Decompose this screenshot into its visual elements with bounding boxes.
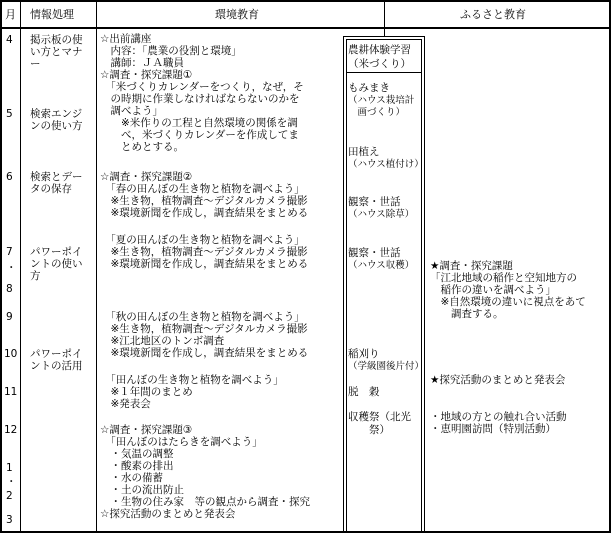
env-line: ☆調査・探究課題① — [100, 69, 193, 81]
info-line: パワーポイ — [30, 348, 83, 360]
farm-title-divider — [347, 72, 421, 73]
farm-line: （ハウス収穫） — [348, 260, 415, 271]
info-line: ントの活用 — [30, 360, 83, 372]
table-border-top — [0, 0, 611, 2]
home-line: 調査する。 — [430, 308, 504, 320]
header-env: 環境教育 — [215, 8, 259, 21]
env-line: べ，米づくりカレンダーを作成してま — [100, 129, 299, 141]
farm-line: 観察・世話 — [348, 196, 401, 208]
month-9: 9 — [6, 311, 13, 323]
info-line: 掲示板の使 — [30, 34, 83, 46]
farm-line: （ハウス除草） — [348, 209, 415, 220]
table-border-left — [0, 0, 2, 533]
month-6: 6 — [6, 171, 13, 183]
env-line: 調べよう」 — [100, 105, 163, 117]
env-line: 「春の田んぼの生き物と植物を調べよう」 — [100, 183, 305, 195]
env-line: 「秋の田んぼの生き物と植物を調べよう」 — [100, 311, 305, 323]
col-divider-env-home — [384, 0, 385, 36]
env-line: ・酸素の排出 — [100, 460, 174, 472]
month-10: 10 — [4, 348, 18, 360]
env-line: ・水の備蓄 — [100, 472, 163, 484]
month-11: 11 — [4, 386, 18, 398]
env-line: ※江北地区のトンボ調査 — [100, 335, 225, 347]
info-line: ンの使い方 — [30, 120, 83, 132]
env-line: ※１年間のまとめ — [100, 386, 193, 398]
env-line: ・生物の住み家 等の観点から調査・探究 — [100, 496, 310, 508]
farm-line: 田植え — [348, 146, 380, 158]
farm-subtitle: （米づくり） — [348, 58, 411, 70]
env-line: ※生き物，植物調査～デジタルカメラ撮影 — [100, 323, 308, 335]
farm-line: 収穫祭（北光 — [348, 411, 411, 423]
month-7: 7 — [6, 246, 13, 258]
home-line: ★探究活動のまとめと発表会 — [430, 374, 566, 386]
home-line: 稲作の違いを調べよう」 — [430, 284, 556, 296]
farm-line: （学級園後片付） — [348, 361, 425, 372]
env-line: とめとする。 — [100, 141, 184, 153]
env-line: 「夏の田んぼの生き物と植物を調べよう」 — [100, 234, 305, 246]
farm-line: （ハウス栽培計 — [348, 95, 415, 106]
home-line: ・地域の方との触れ合い活動 — [430, 411, 567, 423]
farm-line: 祭） — [348, 424, 390, 436]
info-line: パワーポイ — [30, 246, 83, 258]
month-sep-1: ・ — [6, 262, 17, 274]
month-12: 12 — [4, 424, 18, 436]
month-4: 4 — [6, 34, 13, 46]
env-line: 「米づくりカレンダーをつくり，なぜ，そ — [100, 81, 304, 93]
env-line: ・土の流出防止 — [100, 484, 184, 496]
env-line: 「田んぼのはたらきを調べよう」 — [100, 436, 263, 448]
info-line: ー — [30, 58, 41, 70]
info-line: い方とマナ — [30, 46, 83, 58]
col-divider-month — [20, 0, 21, 533]
header-home: ふるさと教育 — [460, 8, 526, 21]
home-line: ★調査・探究課題 — [430, 260, 513, 272]
env-line: ※生き物，植物調査～デジタルカメラ撮影 — [100, 195, 308, 207]
month-8: 8 — [6, 283, 13, 295]
month-5: 5 — [6, 108, 13, 120]
env-line: ☆調査・探究課題② — [100, 171, 193, 183]
header-month: 月 — [5, 8, 16, 21]
env-line: ☆探究活動のまとめと発表会 — [100, 508, 236, 520]
info-line: 検索エンジ — [30, 108, 83, 120]
farm-line: （ハウス植付け） — [348, 159, 424, 170]
home-line: ・恵明園訪問（特別活動） — [430, 423, 556, 435]
info-line: 検索とデー — [30, 171, 83, 183]
month-sep-2: ・ — [6, 476, 17, 488]
month-1: 1 — [6, 462, 13, 474]
info-line: タの保存 — [30, 183, 72, 195]
farm-line: 観察・世話 — [348, 247, 401, 259]
month-3: 3 — [6, 514, 13, 526]
env-line: ☆調査・探究課題③ — [100, 424, 193, 436]
info-line: ントの使い — [30, 258, 83, 270]
env-line: 「田んぼの生き物と植物を調べよう」 — [100, 374, 284, 386]
farm-line: 稲刈り — [348, 348, 380, 360]
env-line: ・気温の調整 — [100, 448, 174, 460]
info-line: 方 — [30, 270, 41, 282]
farm-line: 脱 穀 — [348, 386, 380, 398]
env-line: 内容：「農業の役割と環境」 — [100, 45, 242, 57]
month-2: 2 — [6, 490, 13, 502]
env-line: ☆出前講座 — [100, 33, 152, 45]
header-info: 情報処理 — [30, 8, 74, 21]
env-line: ※米作りの工程と自然環境の関係を調 — [100, 117, 298, 129]
env-line: の時期に作業しなければならないのかを — [100, 93, 300, 105]
home-line: 「江北地域の稲作と空知地方の — [430, 272, 577, 284]
farm-line: 画づくり） — [348, 107, 406, 118]
header-divider — [0, 27, 611, 29]
home-line: ※自然環境の違いに視点をあて — [430, 296, 586, 308]
col-divider-info — [96, 0, 97, 533]
env-line: ※環境新聞を作成し，調査結果をまとめる — [100, 258, 309, 270]
farm-line: もみまき — [348, 82, 390, 94]
farm-title: 農耕体験学習 — [348, 44, 411, 56]
env-line: ※環境新聞を作成し，調査結果をまとめる — [100, 347, 309, 359]
env-line: ※発表会 — [100, 398, 151, 410]
env-line: ※環境新聞を作成し，調査結果をまとめる — [100, 207, 309, 219]
env-line: 講師：ＪＡ職員 — [100, 57, 184, 69]
env-line: ※生き物，植物調査～デジタルカメラ撮影 — [100, 246, 308, 258]
